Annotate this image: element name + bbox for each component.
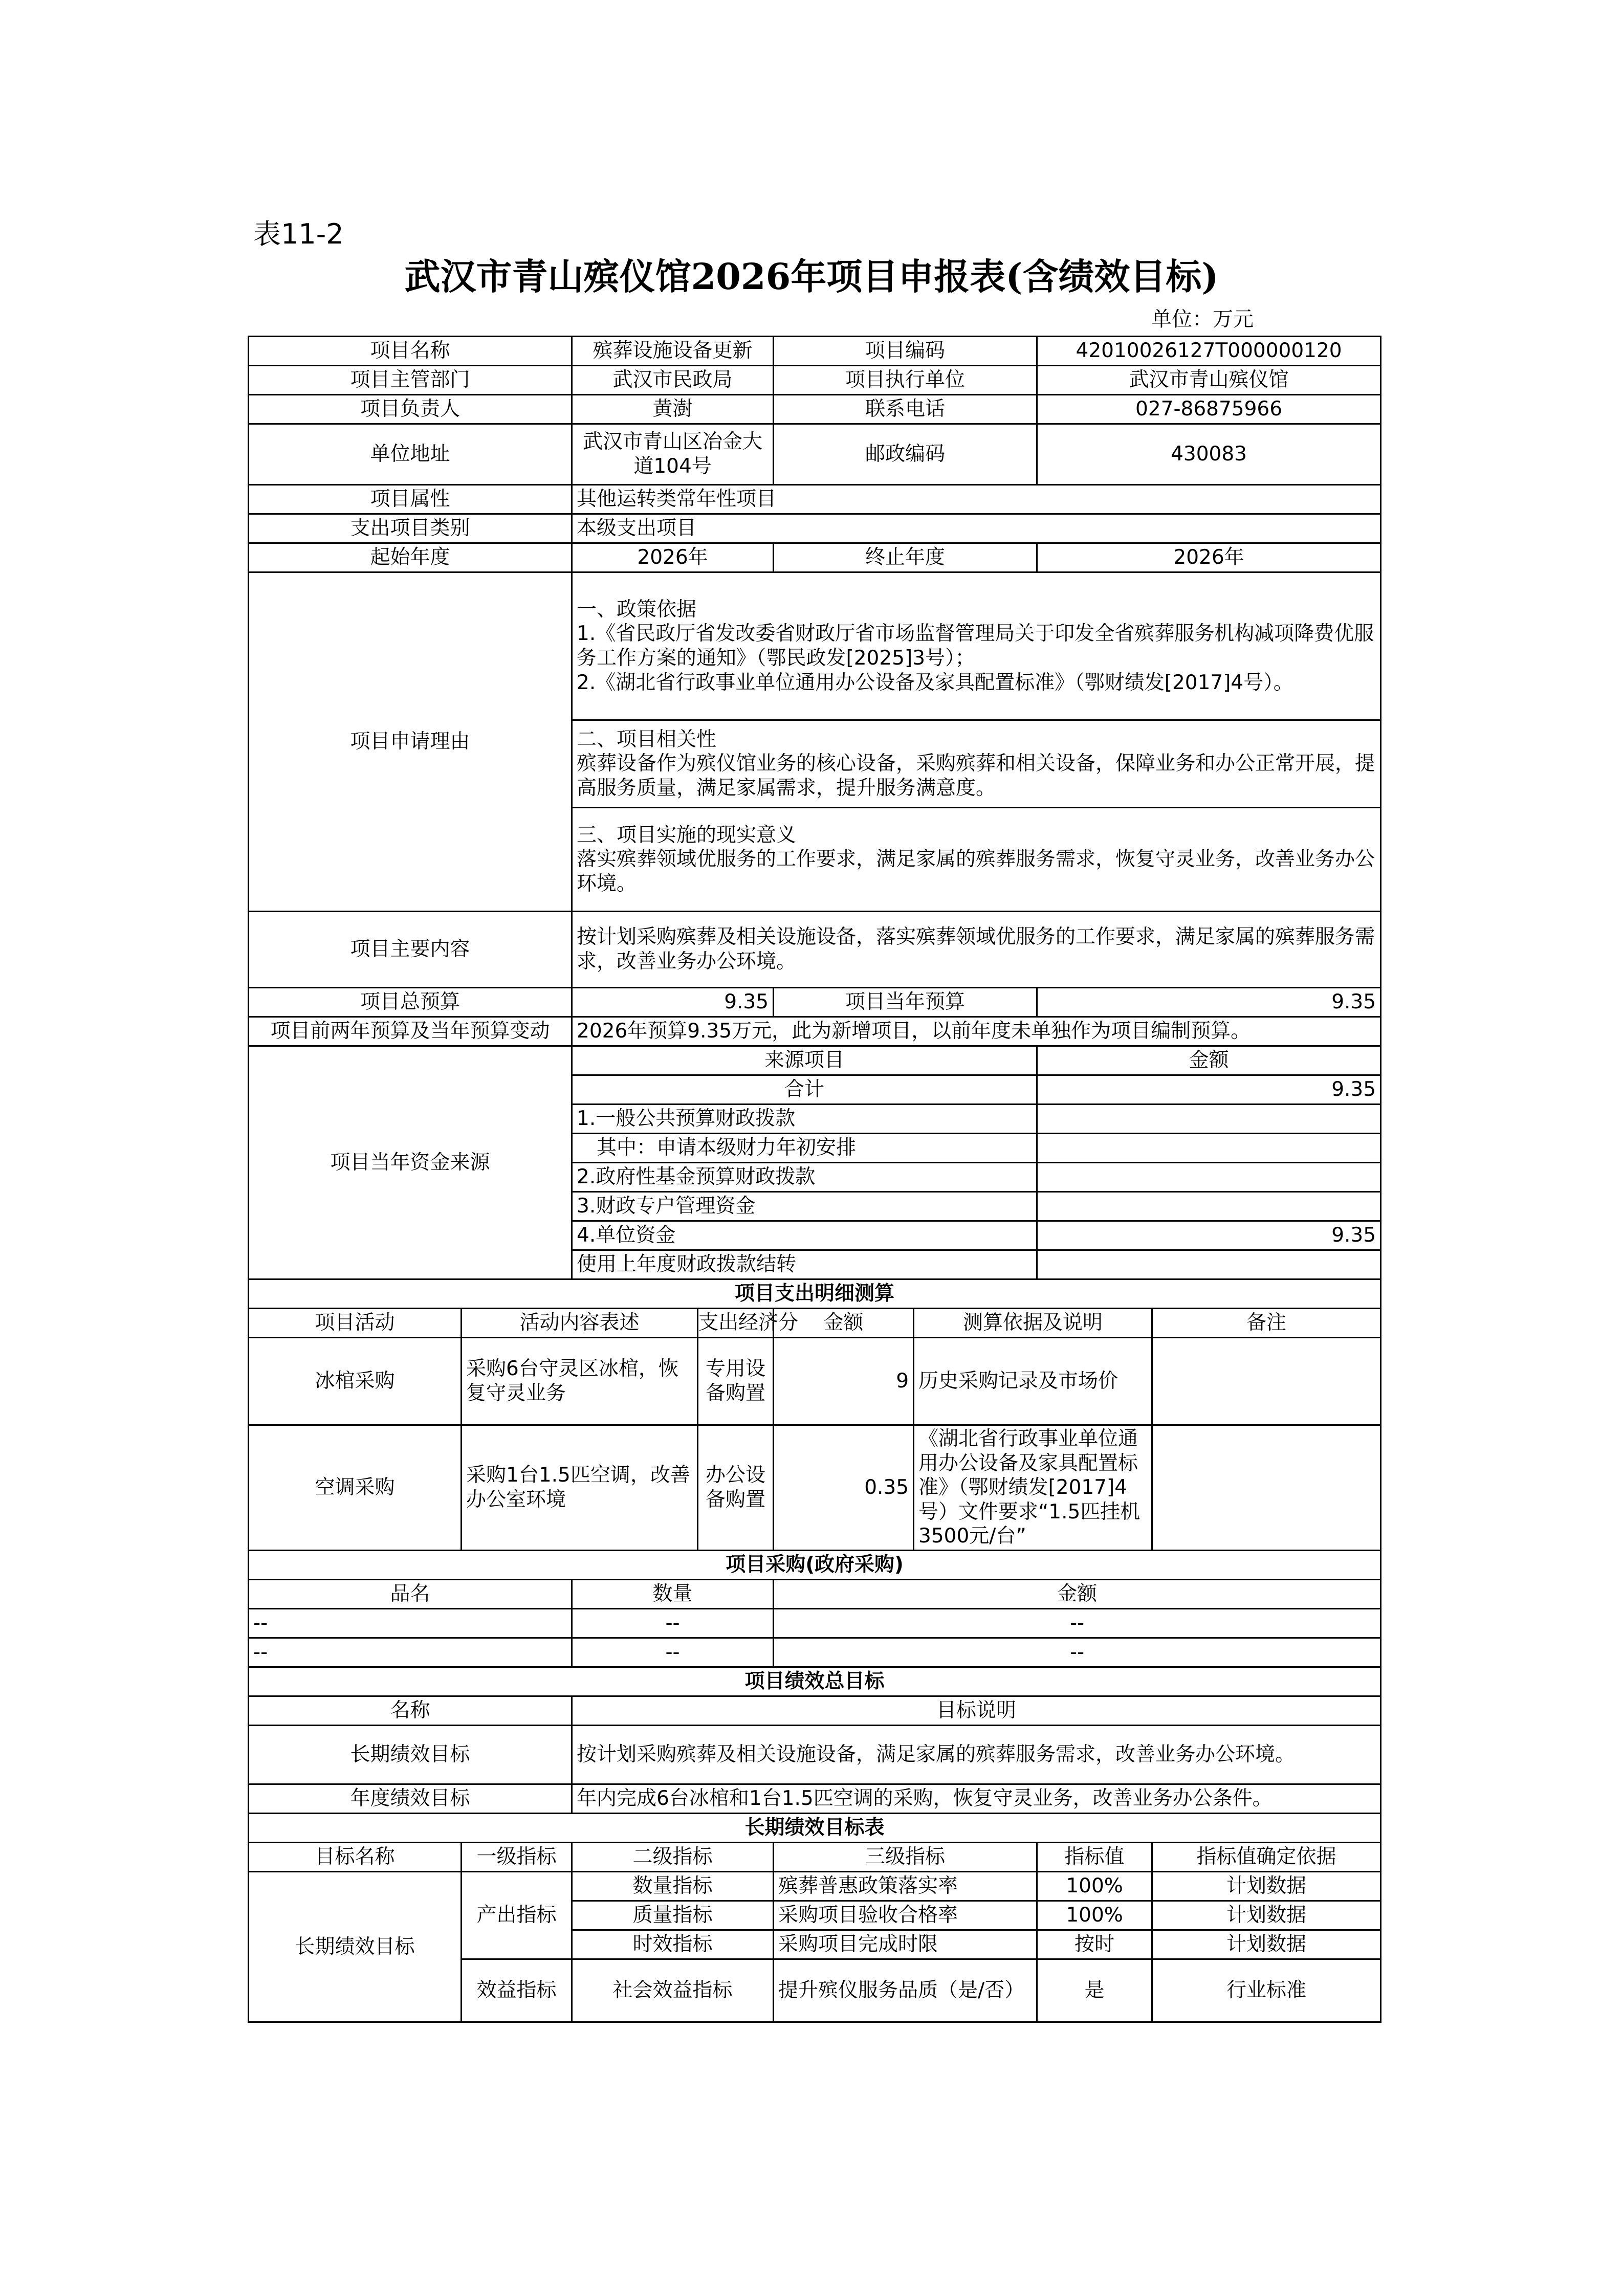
procurement-item: --: [249, 1638, 572, 1667]
reason-meaning: [572, 808, 1381, 912]
long-basis: 计划数据: [1152, 1871, 1381, 1901]
total-budget-value: 9.35: [572, 988, 774, 1017]
long-level2: 质量指标: [572, 1901, 774, 1930]
zip-value: 430083: [1037, 424, 1381, 485]
type-label: 支出项目类别: [249, 514, 572, 543]
long-goal-name: 长期绩效目标: [249, 1871, 462, 2022]
procurement-section-title: 项目采购(政府采购): [249, 1550, 1381, 1579]
long-level3: 采购项目验收合格率: [774, 1901, 1037, 1930]
funding-amount: [1037, 1163, 1381, 1192]
perf-header-row: [249, 1696, 1381, 1725]
perf-annual-label: 年度绩效目标: [249, 1784, 572, 1813]
long-col-goal: 目标名称: [249, 1842, 462, 1871]
funding-source: 使用上年度财政拨款结转: [572, 1250, 1037, 1279]
funding-amount: 9.35: [1037, 1075, 1381, 1105]
funding-amount: 9.35: [1037, 1221, 1381, 1250]
detail-row: [249, 1425, 1381, 1551]
funding-amount: [1037, 1105, 1381, 1134]
perf-long-label: 长期绩效目标: [249, 1725, 572, 1784]
detail-amount: 0.35: [774, 1425, 914, 1551]
detail-amount: 9: [774, 1338, 914, 1425]
detail-col-activity: 项目活动: [249, 1309, 462, 1338]
long-section-title: 长期绩效目标表: [249, 1813, 1381, 1842]
long-basis: 计划数据: [1152, 1930, 1381, 1959]
detail-note: [1152, 1338, 1381, 1425]
procurement-qty: --: [572, 1638, 774, 1667]
table-number: 表11-2: [253, 218, 344, 250]
perf-section-title: 项目绩效总目标: [249, 1667, 1381, 1696]
detail-section-title: 项目支出明细测算: [249, 1279, 1381, 1309]
funding-source: 3.财政专户管理资金: [572, 1192, 1037, 1221]
detail-econ: 专用设备购置: [698, 1338, 774, 1425]
project-name-value: 殡葬设施设备更新: [572, 337, 774, 366]
procurement-col-qty: 数量: [572, 1579, 774, 1608]
exec-unit-label: 项目执行单位: [774, 366, 1037, 395]
owner-label: 项目负责人: [249, 395, 572, 424]
procurement-item: --: [249, 1608, 572, 1638]
type-value: 本级支出项目: [572, 514, 1381, 543]
row-reason-basis: [249, 572, 1381, 720]
dept-value: 武汉市民政局: [572, 366, 774, 395]
detail-basis: 《湖北省行政事业单位通用办公设备及家具配置标准》（鄂财绩发[2017]4号）文件要求“1.5匹挂机3500元/台”: [914, 1425, 1152, 1551]
funding-label: 项目当年资金来源: [249, 1046, 572, 1279]
funding-col-amount: 金额: [1037, 1046, 1381, 1075]
long-value: 100%: [1037, 1871, 1152, 1901]
funding-amount: [1037, 1192, 1381, 1221]
funding-source: 其中：申请本级财力年初安排: [572, 1134, 1037, 1163]
row-project-name: [249, 337, 1381, 366]
detail-col-basis: 测算依据及说明: [914, 1309, 1152, 1338]
procurement-row: [249, 1638, 1381, 1667]
long-level3: 提升殡仪服务品质（是/否）: [774, 1959, 1037, 2022]
long-col-value: 指标值: [1037, 1842, 1152, 1871]
end-year-value: 2026年: [1037, 543, 1381, 572]
start-year-label: 起始年度: [249, 543, 572, 572]
long-level3: 采购项目完成时限: [774, 1930, 1037, 1959]
detail-activity: 空调采购: [249, 1425, 462, 1551]
detail-header-row: [249, 1309, 1381, 1338]
address-label: 单位地址: [249, 424, 572, 485]
exec-unit-value: 武汉市青山殡仪馆: [1037, 366, 1381, 395]
funding-source: 4.单位资金: [572, 1221, 1037, 1250]
project-name-label: 项目名称: [249, 337, 572, 366]
phone-label: 联系电话: [774, 395, 1037, 424]
basis-item-2: 2.《湖北省行政事业单位通用办公设备及家具配置标准》（鄂财绩发[2017]4号）。: [577, 671, 1293, 694]
procurement-col-amount: 金额: [774, 1579, 1381, 1608]
perf-long-text: 按计划采购殡葬及相关设施设备，满足家属的殡葬服务需求，改善业务办公环境。: [572, 1725, 1381, 1784]
procurement-col-item: 品名: [249, 1579, 572, 1608]
long-section-row: [249, 1813, 1381, 1842]
page-title: 武汉市青山殡仪馆2026年项目申报表(含绩效目标): [404, 255, 1219, 298]
content-text: 按计划采购殡葬及相关设施设备，落实殡葬领域优服务的工作要求，满足家属的殡葬服务需求，改善业务办公环境。: [572, 912, 1381, 988]
end-year-label: 终止年度: [774, 543, 1037, 572]
detail-col-desc: 活动内容表述: [462, 1309, 698, 1338]
total-budget-label: 项目总预算: [249, 988, 572, 1017]
long-value: 按时: [1037, 1930, 1152, 1959]
year-budget-value: 9.35: [1037, 988, 1381, 1017]
reason-relevance: [572, 720, 1381, 808]
row-budget-change: [249, 1017, 1381, 1046]
detail-basis: 历史采购记录及市场价: [914, 1338, 1152, 1425]
long-col-level1: 一级指标: [462, 1842, 572, 1871]
perf-annual-row: [249, 1784, 1381, 1813]
detail-note: [1152, 1425, 1381, 1551]
relevance-title: 二、项目相关性: [577, 727, 717, 751]
long-col-basis: 指标值确定依据: [1152, 1842, 1381, 1871]
perf-section-row: [249, 1667, 1381, 1696]
meaning-text: 落实殡葬领域优服务的工作要求，满足家属的殡葬服务需求，恢复守灵业务，改善业务办公环境。: [577, 848, 1375, 895]
year-budget-label: 项目当年预算: [774, 988, 1037, 1017]
reason-label: 项目申请理由: [249, 572, 572, 912]
funding-col-source: 来源项目: [572, 1046, 1037, 1075]
content-label: 项目主要内容: [249, 912, 572, 988]
reason-basis: [572, 572, 1381, 720]
row-attr: [249, 485, 1381, 514]
detail-econ: 办公设备购置: [698, 1425, 774, 1551]
row-dept: [249, 366, 1381, 395]
basis-item-1: 1.《省民政厅省发改委省财政厅省市场监督管理局关于印发全省殡葬服务机构减项降费优服务工作方案的通知》（鄂民政发[2025]3号）；: [577, 622, 1374, 670]
dept-label: 项目主管部门: [249, 366, 572, 395]
long-value: 是: [1037, 1959, 1152, 2022]
row-budget: [249, 988, 1381, 1017]
long-level2: 数量指标: [572, 1871, 774, 1901]
procurement-qty: --: [572, 1608, 774, 1638]
address-value: 武汉市青山区冶金大道104号: [572, 424, 774, 485]
long-basis: 计划数据: [1152, 1901, 1381, 1930]
long-level3: 殡葬普惠政策落实率: [774, 1871, 1037, 1901]
basis-title: 一、政策依据: [577, 598, 697, 621]
detail-desc: 采购1台1.5匹空调，改善办公室环境: [462, 1425, 698, 1551]
long-value: 100%: [1037, 1901, 1152, 1930]
application-table: [248, 336, 1381, 2023]
row-content: [249, 912, 1381, 988]
row-address: [249, 424, 1381, 485]
procurement-section-row: [249, 1550, 1381, 1579]
detail-desc: 采购6台守灵区冰棺，恢复守灵业务: [462, 1338, 698, 1425]
long-level1-output: 产出指标: [462, 1871, 572, 1959]
funding-source: 合计: [572, 1075, 1037, 1105]
procurement-amount: --: [774, 1638, 1381, 1667]
procurement-row: [249, 1608, 1381, 1638]
relevance-text: 殡葬设备作为殡仪馆业务的核心设备，采购殡葬和相关设备，保障业务和办公正常开展，提高服务质量，满足家属需求，提升服务满意度。: [577, 752, 1375, 800]
funding-source: 2.政府性基金预算财政拨款: [572, 1163, 1037, 1192]
detail-col-amount: 金额: [774, 1309, 914, 1338]
project-code-value: 420100261​27T000000120: [1037, 337, 1381, 366]
long-level2: 社会效益指标: [572, 1959, 774, 2022]
zip-label: 邮政编码: [774, 424, 1037, 485]
project-code-label: 项目编码: [774, 337, 1037, 366]
start-year-value: 2026年: [572, 543, 774, 572]
procurement-amount: --: [774, 1608, 1381, 1638]
long-level1-benefit: 效益指标: [462, 1959, 572, 2022]
attr-label: 项目属性: [249, 485, 572, 514]
detail-row: [249, 1338, 1381, 1425]
perf-col-name: 名称: [249, 1696, 572, 1725]
long-col-level2: 二级指标: [572, 1842, 774, 1871]
long-header-row: [249, 1842, 1381, 1871]
funding-amount: [1037, 1134, 1381, 1163]
budget-change-label: 项目前两年预算及当年预算变动: [249, 1017, 572, 1046]
long-col-level3: 三级指标: [774, 1842, 1037, 1871]
long-row: [249, 1871, 1381, 1901]
detail-col-econ: 支出经济分: [698, 1309, 774, 1338]
long-level2: 时效指标: [572, 1930, 774, 1959]
row-owner: [249, 395, 1381, 424]
procurement-header-row: [249, 1579, 1381, 1608]
unit-label: 单位：万元: [1151, 307, 1254, 331]
long-basis: 行业标准: [1152, 1959, 1381, 2022]
perf-long-row: [249, 1725, 1381, 1784]
attr-value: 其他运转类常年性项目: [572, 485, 1381, 514]
perf-col-desc: 目标说明: [572, 1696, 1381, 1725]
detail-activity: 冰棺采购: [249, 1338, 462, 1425]
budget-change-text: 2026年预算9.35万元，此为新增项目，以前年度未单独作为项目编制预算。: [572, 1017, 1381, 1046]
row-funding-header: [249, 1046, 1381, 1075]
perf-annual-text: 年内完成6台冰棺和1台1.5匹空调的采购，恢复守灵业务，改善业务办公条件。: [572, 1784, 1381, 1813]
detail-col-note: 备注: [1152, 1309, 1381, 1338]
owner-value: 黄澍: [572, 395, 774, 424]
row-type: [249, 514, 1381, 543]
funding-amount: [1037, 1250, 1381, 1279]
meaning-title: 三、项目实施的现实意义: [577, 823, 797, 847]
row-years: [249, 543, 1381, 572]
funding-source: 1.一般公共预算财政拨款: [572, 1105, 1037, 1134]
detail-section-row: [249, 1279, 1381, 1309]
phone-value: 027-86875966: [1037, 395, 1381, 424]
